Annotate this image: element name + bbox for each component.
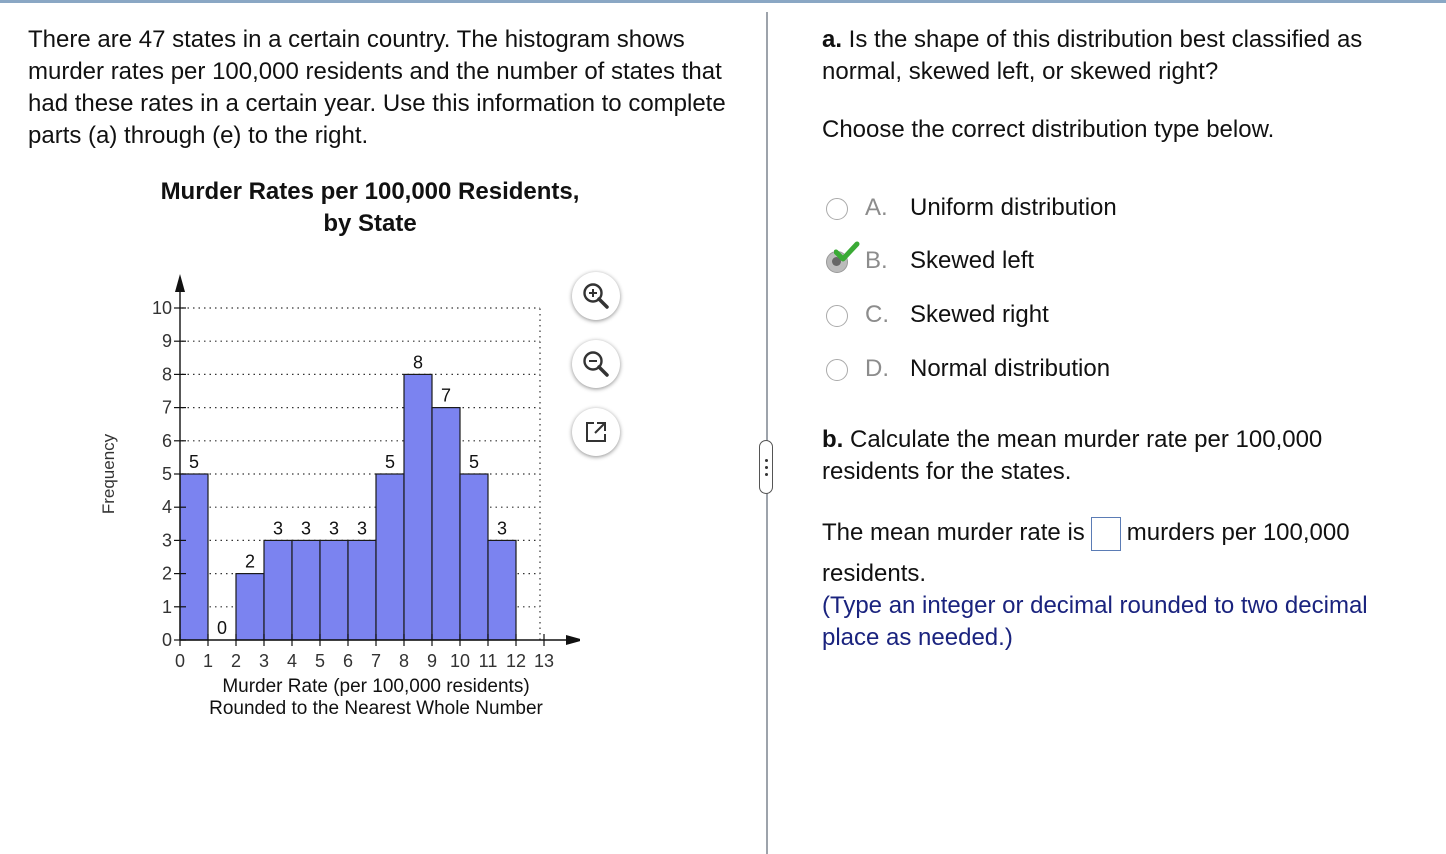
- x-tick-label: 12: [505, 651, 527, 671]
- x-tick-label: 3: [258, 651, 270, 671]
- bar-data-label: 5: [468, 452, 480, 472]
- bar-data-label: 5: [188, 452, 200, 472]
- mean-answer-input[interactable]: [1091, 517, 1121, 551]
- part-b-answer-line: [822, 516, 1422, 551]
- option-a-letter: A.: [865, 194, 888, 221]
- popout-icon: [583, 419, 609, 445]
- x-tick-label: 5: [314, 651, 326, 671]
- part-b-question: [822, 424, 1402, 488]
- bar-data-label: 3: [300, 518, 312, 539]
- x-tick-label: 10: [449, 651, 471, 671]
- chart-title-line2: by State: [323, 210, 417, 237]
- zoom-out-button[interactable]: [572, 340, 620, 388]
- histogram-bar: [488, 540, 516, 640]
- y-tick-label: 8: [161, 364, 172, 385]
- y-tick-label: 2: [161, 563, 172, 584]
- option-c[interactable]: [822, 299, 1342, 339]
- histogram-chart: [90, 262, 580, 722]
- option-a-label: Uniform distribution: [910, 194, 1117, 221]
- x-tick-label: 2: [230, 651, 242, 671]
- y-tick-label: 9: [161, 331, 172, 352]
- y-tick-label: 10: [151, 298, 172, 318]
- histogram-bar: [460, 474, 488, 640]
- part-a-question-text: Is the shape of this distribution best classified as normal, skewed left, or skewed right?: [822, 26, 1363, 85]
- part-a-instruction: Choose the correct distribution type below.: [822, 116, 1275, 143]
- option-d[interactable]: [822, 353, 1342, 393]
- option-c-letter: C.: [865, 301, 889, 328]
- zoom-in-button[interactable]: [572, 272, 620, 320]
- bar-data-label: 3: [272, 518, 284, 539]
- chart-title-line1: Murder Rates per 100,000 Residents,: [160, 178, 580, 205]
- popout-button[interactable]: [572, 408, 620, 456]
- histogram-bar: [236, 574, 264, 640]
- y-axis-label: Frequency: [99, 433, 118, 515]
- zoom-in-icon: [581, 281, 611, 311]
- y-tick-label: 1: [161, 596, 172, 617]
- panel-divider: [766, 12, 768, 854]
- x-axis-arrow: [566, 635, 580, 645]
- x-tick-label: 7: [370, 651, 382, 671]
- x-tick-label: 6: [342, 651, 354, 671]
- y-tick-label: 4: [161, 497, 172, 518]
- option-c-radio[interactable]: [826, 305, 848, 327]
- handle-dot: [765, 459, 768, 462]
- bar-data-label: 5: [384, 452, 396, 472]
- option-c-label: Skewed right: [910, 301, 1049, 328]
- histogram-bar: [180, 474, 208, 640]
- histogram-bar: [264, 540, 292, 640]
- part-a-question: [822, 24, 1402, 88]
- histogram-bar: [348, 540, 376, 640]
- answer-suffix: murders per 100,000: [1126, 519, 1350, 546]
- histogram-bar: [404, 374, 432, 640]
- y-tick-label: 3: [161, 530, 172, 551]
- chart-title: [110, 176, 630, 240]
- histogram-bar: [320, 540, 348, 640]
- x-tick-label: 4: [286, 651, 298, 671]
- bar-data-label: 0: [216, 618, 228, 638]
- x-tick-label: 11: [478, 651, 498, 671]
- x-tick-label: 8: [398, 651, 410, 671]
- option-b-label: Skewed left: [910, 247, 1035, 274]
- option-d-radio[interactable]: [826, 359, 848, 381]
- histogram-bar: [292, 540, 320, 640]
- option-a-radio[interactable]: [826, 198, 848, 220]
- histogram-bar: [432, 408, 460, 640]
- answer-suffix-line2: residents.: [822, 560, 927, 587]
- x-tick-label: 13: [533, 651, 555, 671]
- y-tick-label: 6: [161, 430, 172, 451]
- handle-dot: [765, 466, 768, 469]
- answer-prefix: The mean murder rate is: [822, 519, 1085, 546]
- part-a-label: a.: [822, 26, 843, 53]
- bar-data-label: 3: [328, 518, 340, 539]
- option-d-letter: D.: [865, 355, 889, 382]
- answer-hint: (Type an integer or decimal rounded to two decimal place as needed.): [822, 592, 1368, 651]
- y-tick-label: 0: [161, 630, 172, 650]
- part-b-label: b.: [822, 426, 844, 453]
- x-axis-label-line1: Murder Rate (per 100,000 residents): [222, 676, 530, 697]
- y-tick-label: 7: [161, 397, 172, 418]
- bar-data-label: 7: [440, 385, 452, 406]
- bar-data-label: 8: [412, 352, 424, 373]
- checkmark-icon: [834, 241, 860, 263]
- bar-data-label: 3: [496, 518, 508, 539]
- x-tick-label: 9: [426, 651, 438, 671]
- option-d-label: Normal distribution: [910, 355, 1111, 382]
- x-tick-label: 0: [174, 651, 186, 671]
- divider-drag-handle[interactable]: [759, 440, 773, 494]
- x-axis-label-line2: Rounded to the Nearest Whole Number: [209, 698, 543, 719]
- option-b[interactable]: [822, 245, 1342, 285]
- bar-data-label: 3: [356, 518, 368, 539]
- part-b-question-text: Calculate the mean murder rate per 100,000 residents for the states.: [822, 426, 1323, 485]
- zoom-out-icon: [581, 349, 611, 379]
- x-tick-label: 1: [202, 651, 214, 671]
- option-b-letter: B.: [865, 247, 888, 274]
- y-axis-arrow: [175, 274, 185, 292]
- problem-intro: There are 47 states in a certain country. The histogram shows murder rates per 100,000 residents and the number of states that had these rates in a certain year. Use this information to complete parts (a) through (e) to the right.: [28, 26, 726, 149]
- bar-data-label: 2: [244, 551, 256, 572]
- y-tick-label: 5: [161, 464, 172, 484]
- histogram-bar: [376, 474, 404, 640]
- handle-dot: [765, 473, 768, 476]
- option-a[interactable]: [822, 192, 1342, 232]
